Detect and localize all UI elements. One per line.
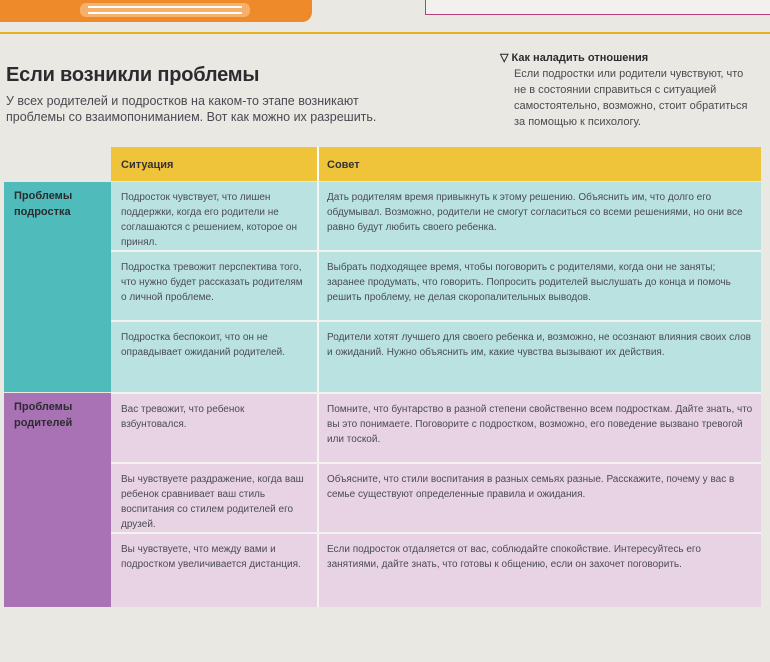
situation-cell: Вы чувствуете, что между вами и подростком увеличивается дистанция.	[111, 534, 319, 607]
header-advice: Совет	[327, 159, 360, 171]
gold-divider	[0, 32, 770, 34]
situation-cell: Подростка тревожит перспектива того, что нужно будет рассказать родителям о личной проблеме.	[111, 252, 319, 320]
advice-cell: Дать родителям время привыкнуть к этому решению. Объяснить им, что долго его обдумывал. Возможно, родители не смогут согласиться со всеми решениями, но они все равно будут любить своего ребенка.	[327, 192, 743, 233]
situation-cell: Подросток чувствует, что лишен поддержки, когда его родители не соглашаются с решением, которое он принял.	[111, 182, 319, 250]
situation-cell: Вы чувствуете раздражение, когда ваш ребенок сравнивает ваш стиль воспитания со стилем родителей его друзей.	[111, 464, 319, 532]
table-row	[111, 182, 761, 250]
group-label-parents: Проблемы родителей	[4, 393, 111, 607]
top-outline-box	[425, 0, 770, 15]
situation-cell: Подростка беспокоит, что он не оправдывает ожиданий родителей.	[111, 322, 319, 392]
advice-cell: Объясните, что стили воспитания в разных семьях разные. Расскажите, почему у вас в семье существуют определенные правила и ожидания.	[327, 474, 735, 500]
advice-cell: Помните, что бунтарство в разной степени свойственно всем подросткам. Дайте знать, что вы это понимаете. Поговорите с подростком, возможно, его поведение вызвано тревогой или тоской.	[327, 404, 753, 445]
triangle-icon: ▽	[500, 52, 509, 64]
intro-text: У всех родителей и подростков на каком-то этапе возникают проблемы со взаимопониманием. Вот как можно их разрешить.	[6, 94, 377, 124]
sidebox	[500, 50, 750, 130]
advice-cell: Родители хотят лучшего для своего ребенка и, возможно, не осознают влияния своих слов и ожиданий. Нужно объяснить им, какие чувства вызывают их действия.	[327, 332, 751, 358]
table-row	[111, 252, 761, 320]
table-row	[111, 534, 761, 607]
page-title: Если возникли проблемы	[6, 64, 260, 86]
advice-cell: Выбрать подходящее время, чтобы поговорить с родителями, когда они не заняты; заранее продумать, что говорить. Попросить родителей выслушать до конца и помочь решить проблему, не делая скоропалительных выводов.	[327, 262, 731, 303]
header-situation: Ситуация	[111, 147, 319, 181]
sidebox-text: Если подростки или родители чувствуют, что не в состоянии справиться с ситуацией самостоятельно, возможно, стоит обратиться за помощью к психологу.	[514, 68, 748, 128]
group-label-teen: Проблемы подростка	[4, 182, 111, 392]
table-row	[111, 464, 761, 532]
table-row	[111, 322, 761, 392]
table-row	[111, 394, 761, 462]
sidebox-heading-text: Как наладить отношения	[511, 52, 649, 64]
advice-cell: Если подросток отдаляется от вас, соблюдайте спокойствие. Интересуйтесь его занятиями, дайте знать, что готовы к общению, если он захочет поговорить.	[327, 544, 701, 570]
top-orange-banner	[0, 0, 312, 22]
sidebox-heading	[500, 50, 750, 66]
situation-cell: Вас тревожит, что ребенок взбунтовался.	[111, 394, 319, 462]
banner-decoration	[80, 3, 250, 17]
table-header	[111, 147, 761, 181]
